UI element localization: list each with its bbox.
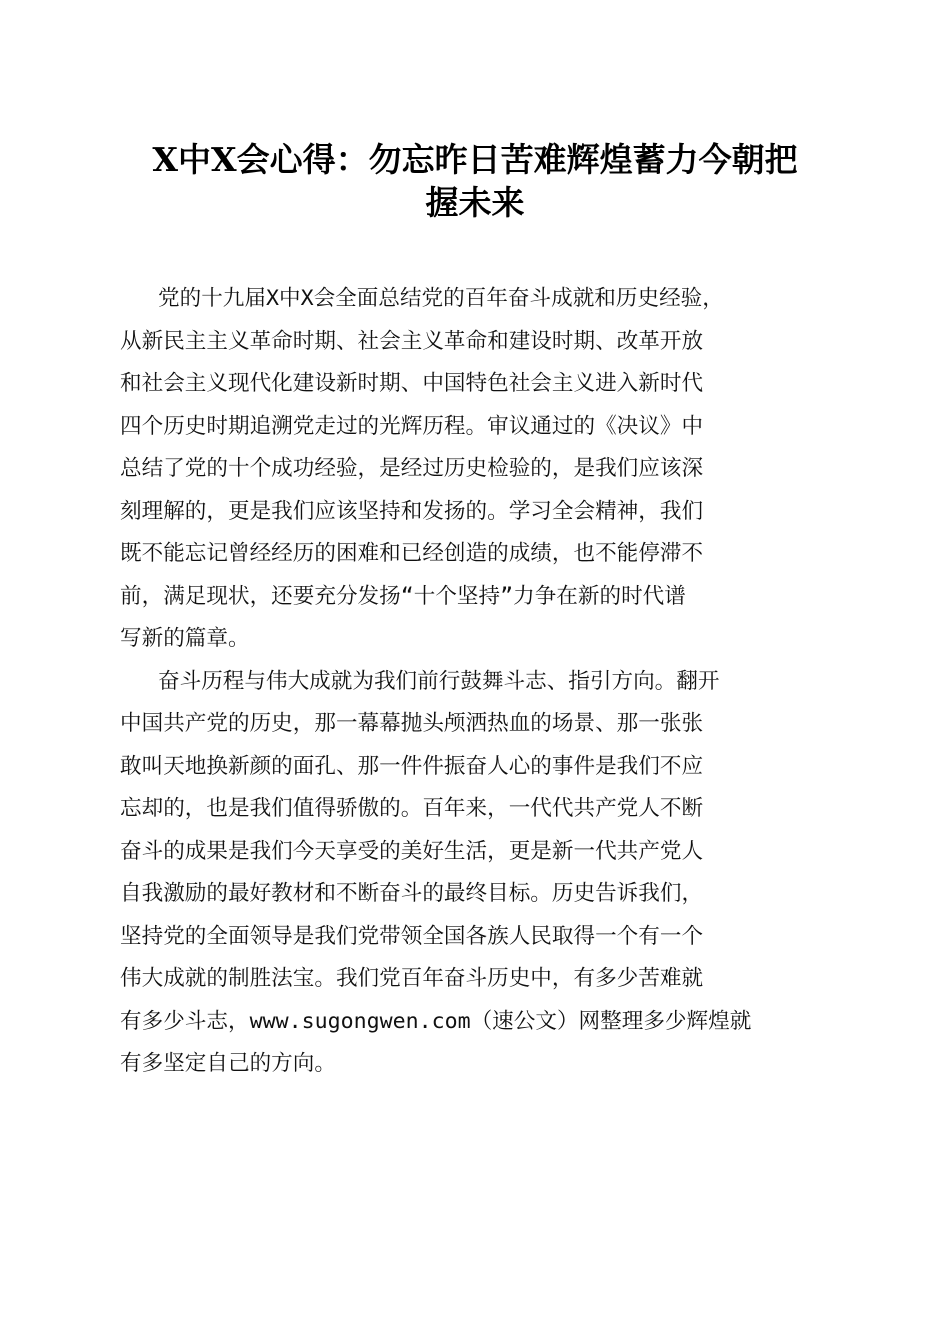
paragraph-line: 中国共产党的历史，那一幕幕抛头颅洒热血的场景、那一张张 bbox=[120, 711, 704, 736]
paragraph-2 bbox=[120, 661, 825, 1086]
paragraph-line: 既不能忘记曾经经历的困难和已经创造的成绩，也不能停滞不 bbox=[120, 541, 704, 566]
paragraph-line: 自我激励的最好教材和不断奋斗的最终目标。历史告诉我们， bbox=[120, 881, 704, 906]
paragraph-line: 和社会主义现代化建设新时期、中国特色社会主义进入新时代 bbox=[120, 371, 704, 396]
document-title bbox=[100, 138, 850, 224]
document-body bbox=[120, 278, 825, 1086]
paragraph-line: 党的十九届X中X会全面总结党的百年奋斗成就和历史经验， bbox=[158, 286, 724, 311]
paragraph-line: 伟大成就的制胜法宝。我们党百年奋斗历史中，有多少苦难就 bbox=[120, 966, 704, 991]
paragraph-line: 奋斗的成果是我们今天享受的美好生活，更是新一代共产党人 bbox=[120, 838, 704, 864]
paragraph-line: 四个历史时期追溯党走过的光辉历程。审议通过的《决议》中 bbox=[120, 413, 704, 439]
paragraph-line: 忘却的，也是我们值得骄傲的。百年来，一代代共产党人不断 bbox=[120, 796, 704, 821]
paragraph-line: 从新民主主义革命时期、社会主义革命和建设时期、改革开放 bbox=[120, 328, 704, 354]
paragraph-line: 坚持党的全面领导是我们党带领全国各族人民取得一个有一个 bbox=[120, 923, 704, 949]
title-line-1: X中X会心得：勿忘昨日苦难辉煌蓄力今朝把 bbox=[152, 140, 798, 179]
paragraph-line: 敢叫天地换新颜的面孔、那一件件振奋人心的事件是我们不应 bbox=[120, 753, 704, 779]
paragraph-1 bbox=[120, 278, 825, 661]
paragraph-line: 刻理解的，更是我们应该坚持和发扬的。学习全会精神，我们 bbox=[120, 498, 704, 524]
paragraph-line: 有多少斗志，www.sugongwen.com（速公文）网整理多少辉煌就 bbox=[120, 1008, 752, 1034]
paragraph-line: 奋斗历程与伟大成就为我们前行鼓舞斗志、指引方向。翻开 bbox=[158, 668, 720, 694]
paragraph-line: 总结了党的十个成功经验，是经过历史检验的，是我们应该深 bbox=[120, 456, 704, 481]
paragraph-line: 前，满足现状，还要充分发扬“十个坚持”力争在新的时代谱 bbox=[120, 583, 686, 609]
paragraph-line: 有多坚定自己的方向。 bbox=[120, 1051, 336, 1076]
paragraph-line: 写新的篇章。 bbox=[120, 626, 250, 651]
title-line-2: 握未来 bbox=[425, 183, 525, 222]
